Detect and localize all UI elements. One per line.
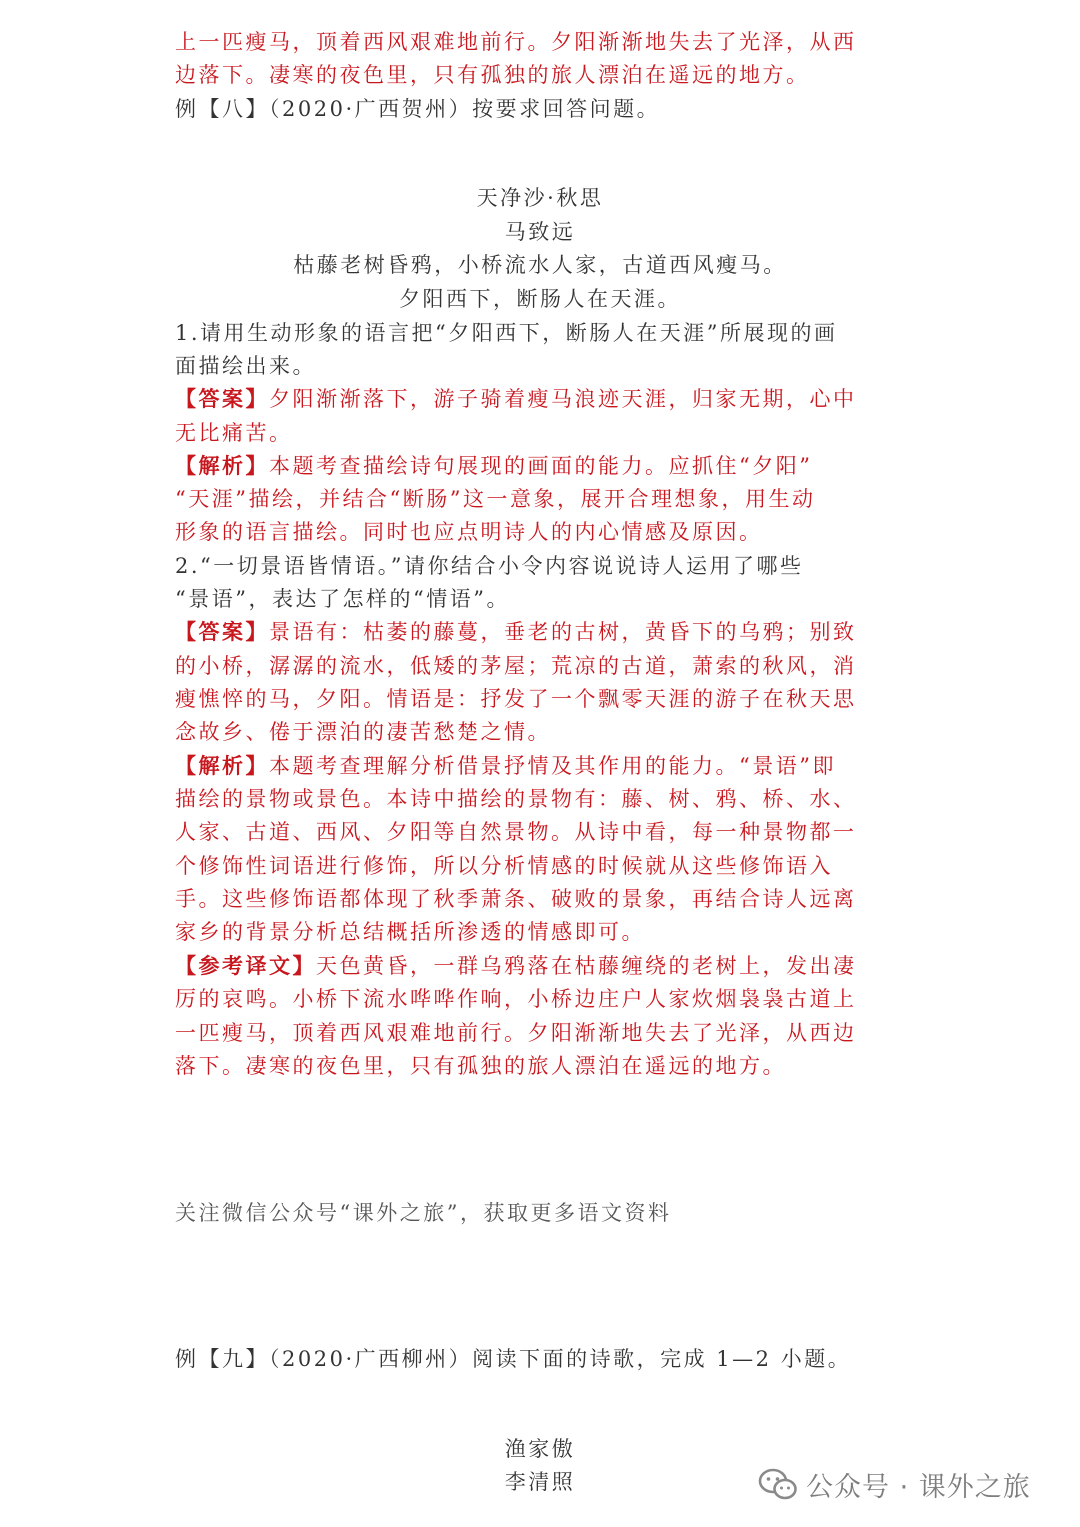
poem-line: 枯藤老树昏鸦，小桥流水人家，古道西风瘦马。 <box>293 253 787 277</box>
translation-tag: 【参考译文】 <box>175 953 316 978</box>
analysis-2: 人家、古道、西风、夕阳等自然景物。从诗中看，每一种景物都一 <box>175 820 857 844</box>
answer-2: 瘦憔悴的马，夕阳。情语是：抒发了一个飘零天涯的游子在秋天思 <box>175 687 857 711</box>
reference-translation <box>175 950 895 982</box>
question-2: “景语”，表达了怎样的“情语”。 <box>175 587 510 611</box>
reference-translation: 厉的哀鸣。小桥下流水哗哗作响，小桥边庄户人家炊烟袅袅古道上 <box>175 987 857 1011</box>
follow-notice: 关注微信公众号“课外之旅”，获取更多语文资料 <box>175 1201 672 1225</box>
poem-title: 渔家傲 <box>504 1437 576 1461</box>
poem-author: 马致远 <box>504 220 576 244</box>
answer-text: 景语有：枯萎的藤蔓，垂老的古树，黄昏下的乌鸦；别致 <box>269 620 857 644</box>
answer-2 <box>175 616 895 648</box>
question-1: 面描绘出来。 <box>175 354 316 378</box>
analysis-tag: 【解析】 <box>175 453 269 478</box>
analysis-2: 个修饰性词语进行修饰，所以分析情感的时候就从这些修饰语入 <box>175 854 833 878</box>
analysis-1: 形象的语言描绘。同时也应点明诗人的内心情感及原因。 <box>175 520 763 544</box>
analysis-2: 描绘的景物或景色。本诗中描绘的景物有：藤、树、鸦、桥、水、 <box>175 787 857 811</box>
poem-title: 天净沙·秋思 <box>476 186 604 210</box>
analysis-tag: 【解析】 <box>175 753 269 778</box>
answer-tag: 【答案】 <box>175 386 269 411</box>
example-9-heading: 例【九】（2020·广西柳州）阅读下面的诗歌，完成 1—2 小题。 <box>175 1347 852 1371</box>
watermark-text: 公众号 · 课外之旅 <box>806 1471 1031 1503</box>
reference-translation: 一匹瘦马，顶着西风艰难地前行。夕阳渐渐地失去了光泽，从西边 <box>175 1021 857 1045</box>
translation-continued-line: 上一匹瘦马，顶着西风艰难地前行。夕阳渐渐地失去了光泽，从西 <box>175 30 857 54</box>
analysis-1: “天涯”描绘，并结合“断肠”这一意象，展开合理想象，用生动 <box>175 487 816 511</box>
analysis-2: 家乡的背景分析总结概括所渗透的情感即可。 <box>175 920 645 944</box>
example-8-heading: 例【八】（2020·广西贺州）按要求回答问题。 <box>175 97 661 121</box>
translation-continued-line: 边落下。凄寒的夜色里，只有孤独的旅人漂泊在遥远的地方。 <box>175 63 810 87</box>
analysis-1 <box>175 450 895 482</box>
watermark <box>758 1462 1031 1506</box>
answer-2: 的小桥，潺潺的流水，低矮的茅屋；荒凉的古道，萧索的秋风，消 <box>175 654 857 678</box>
answer-2: 念故乡、倦于漂泊的凄苦愁楚之情。 <box>175 720 551 744</box>
question-1: 1.请用生动形象的语言把“夕阳西下，断肠人在天涯”所展现的画 <box>175 321 838 345</box>
wechat-icon <box>758 1467 798 1501</box>
analysis-text: 本题考查理解分析借景抒情及其作用的能力。“景语”即 <box>269 754 836 778</box>
translation-text: 天色黄昏，一群乌鸦落在枯藤缠绕的老树上，发出凄 <box>316 954 857 978</box>
reference-translation: 落下。凄寒的夜色里，只有孤独的旅人漂泊在遥远的地方。 <box>175 1054 786 1078</box>
analysis-text: 本题考查描绘诗句展现的画面的能力。应抓住“夕阳” <box>269 454 813 478</box>
poem-line: 夕阳西下，断肠人在天涯。 <box>399 287 681 311</box>
analysis-2 <box>175 750 895 782</box>
answer-1 <box>175 383 895 415</box>
question-2: 2.“一切景语皆情语。”请你结合小令内容说说诗人运用了哪些 <box>175 554 804 578</box>
answer-1: 无比痛苦。 <box>175 421 293 445</box>
poem-author: 李清照 <box>504 1470 576 1494</box>
answer-text: 夕阳渐渐落下，游子骑着瘦马浪迹天涯，归家无期，心中 <box>269 387 857 411</box>
analysis-2: 手。这些修饰语都体现了秋季萧条、破败的景象，再结合诗人远离 <box>175 887 857 911</box>
answer-tag: 【答案】 <box>175 619 269 644</box>
